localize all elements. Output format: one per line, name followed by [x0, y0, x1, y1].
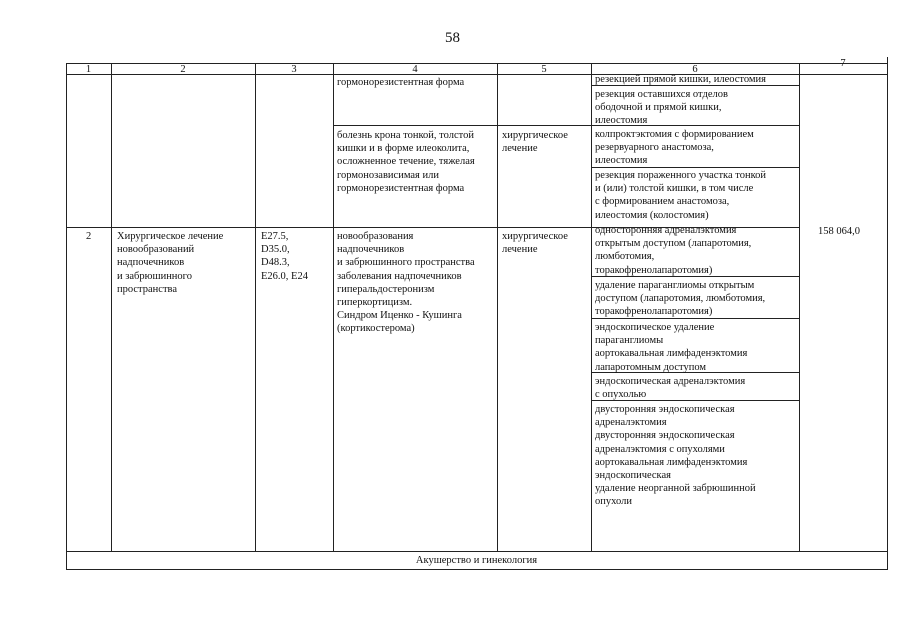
cell-text: колпроктэктомия с формированием резервуарного анастомоза, илеостомия: [595, 129, 754, 167]
cell-text: резекция пораженного участка тонкой и (или) толстой кишки, в том числе с формированием анастомоза, илеостомия (колостомия): [595, 170, 767, 221]
cell-text: резекция оставшихся отделов ободочной и прямой кишки, илеостомия: [595, 89, 728, 127]
table-left-border: [66, 63, 67, 570]
section-title: Акушерство и гинекология: [415, 555, 538, 566]
cell-text: новообразования надпочечников и забрюшинного пространства заболевания надпочечников гиперальдостеронизм гиперкортицизм. Синдром Иценко - Кушинга (кортикостерома): [337, 231, 475, 335]
cell-text: Хирургическое лечение новообразований надпочечников и забрюшинного пространства: [117, 231, 224, 295]
cell-text: двусторонняя эндоскопическая адреналэктомия двусторонняя эндоскопическая адреналэктомия с опухолями аортокавальная лимфаденэктомия эндоскопическая удаление неорганной забрюшинной опухоли: [595, 404, 756, 508]
price-value: 158 064,0: [818, 226, 860, 237]
column-divider: [333, 63, 334, 552]
cell-text: эндоскопическая адреналэктомия с опухолью: [595, 376, 746, 401]
cell-text: болезнь крона тонкой, толстой кишки и в форме илеоколита, осложненное течение, тяжелая гормонозависимая или гормонорезистентная форма: [337, 130, 475, 194]
column-divider: [111, 63, 112, 552]
column-header-3: 3: [291, 64, 297, 75]
column-divider: [591, 63, 592, 552]
column-header-2: 2: [180, 64, 186, 75]
column-header-5: 5: [541, 64, 547, 75]
column-header-1: 1: [85, 64, 92, 75]
row-number: 2: [86, 231, 92, 242]
cell-text: односторонняя адреналэктомия открытым доступом (лапаротомия, люмботомия, торакофренолапаротомия): [595, 225, 752, 276]
row-separator: [333, 125, 799, 126]
column-header-4: 4: [412, 64, 418, 75]
page-number: 58: [445, 30, 460, 46]
column-divider: [255, 63, 256, 552]
cell-text: резекцией прямой кишки, илеостомия: [595, 74, 766, 85]
column-divider: [497, 63, 498, 552]
cell-text: эндоскопическое удаление параганглиомы аортокавальная лимфаденэктомия лапаротомным доступом: [595, 322, 748, 373]
cell-text: хирургическое лечение: [502, 130, 568, 155]
table-right-border: [887, 57, 888, 570]
row-separator: [66, 551, 887, 552]
cell-text: удаление параганглиомы открытым доступом (лапаротомия, люмботомия, торакофренолапаротомия): [595, 280, 766, 318]
column-divider: [799, 63, 800, 552]
cell-text: хирургическое лечение: [502, 231, 568, 256]
column-header-7: 7: [840, 58, 846, 69]
table-bottom-border: [66, 569, 887, 570]
cell-text: гормонорезистентная форма: [337, 77, 465, 88]
cell-text: E27.5, D35.0, D48.3, E26.0, E24: [261, 231, 308, 282]
column-header-6: 6: [692, 64, 698, 75]
